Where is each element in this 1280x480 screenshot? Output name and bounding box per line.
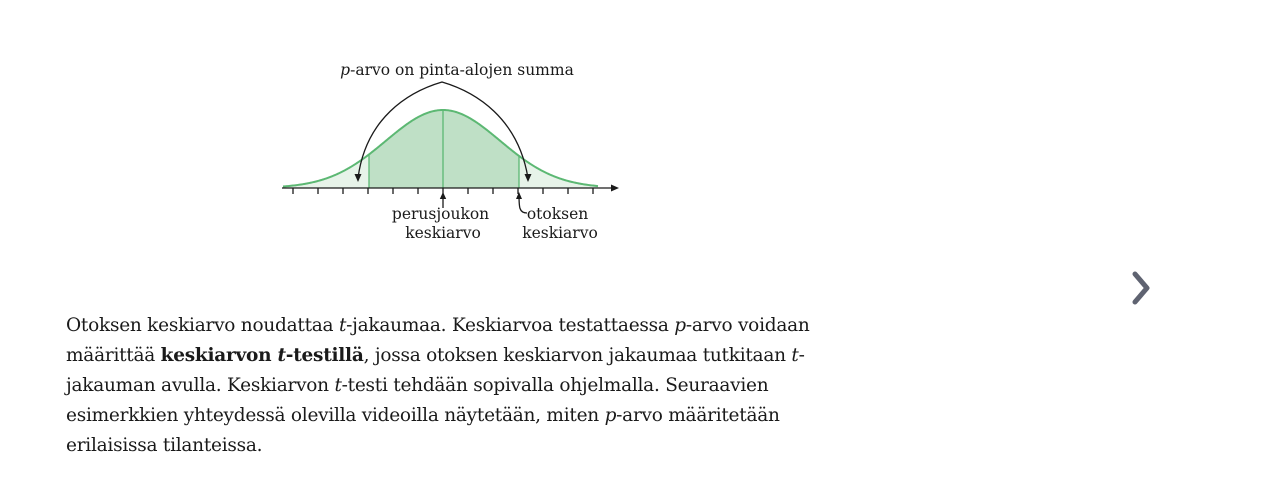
sample-mean-label: otoksen keskiarvo — [522, 205, 598, 242]
right-tail-area — [519, 156, 598, 188]
distribution-diagram — [0, 0, 700, 260]
sample-mean-arrowhead — [516, 192, 522, 199]
population-mean-arrowhead — [440, 192, 446, 199]
chevron-right-icon — [1124, 268, 1158, 308]
population-mean-label: perusjoukon keskiarvo — [391, 205, 490, 242]
left-tail-area — [283, 154, 369, 188]
body-paragraph: Otoksen keskiarvo noudattaa t-jakaumaa. Keskiarvoa testattaessa p-arvo voidaan määrittää keskiarvon t-testillä, jossa otoksen keskiarvon jakaumaa tutkitaan t-jakauman avulla. Keskiarvon t-testi tehdään sopivalla ohjelmalla. Seuraavien esimerkkien yhteydessä olevilla videoilla näytetään, miten p-arvo määritetään erilaisissa tilanteissa. — [66, 315, 810, 456]
t-test-term: keskiarvon t-testillä — [160, 345, 364, 366]
p-value-label: p-arvo on pinta-alojen summa — [340, 61, 574, 79]
x-axis-arrowhead — [611, 185, 619, 192]
next-button[interactable] — [1124, 268, 1158, 308]
central-area — [369, 110, 519, 188]
